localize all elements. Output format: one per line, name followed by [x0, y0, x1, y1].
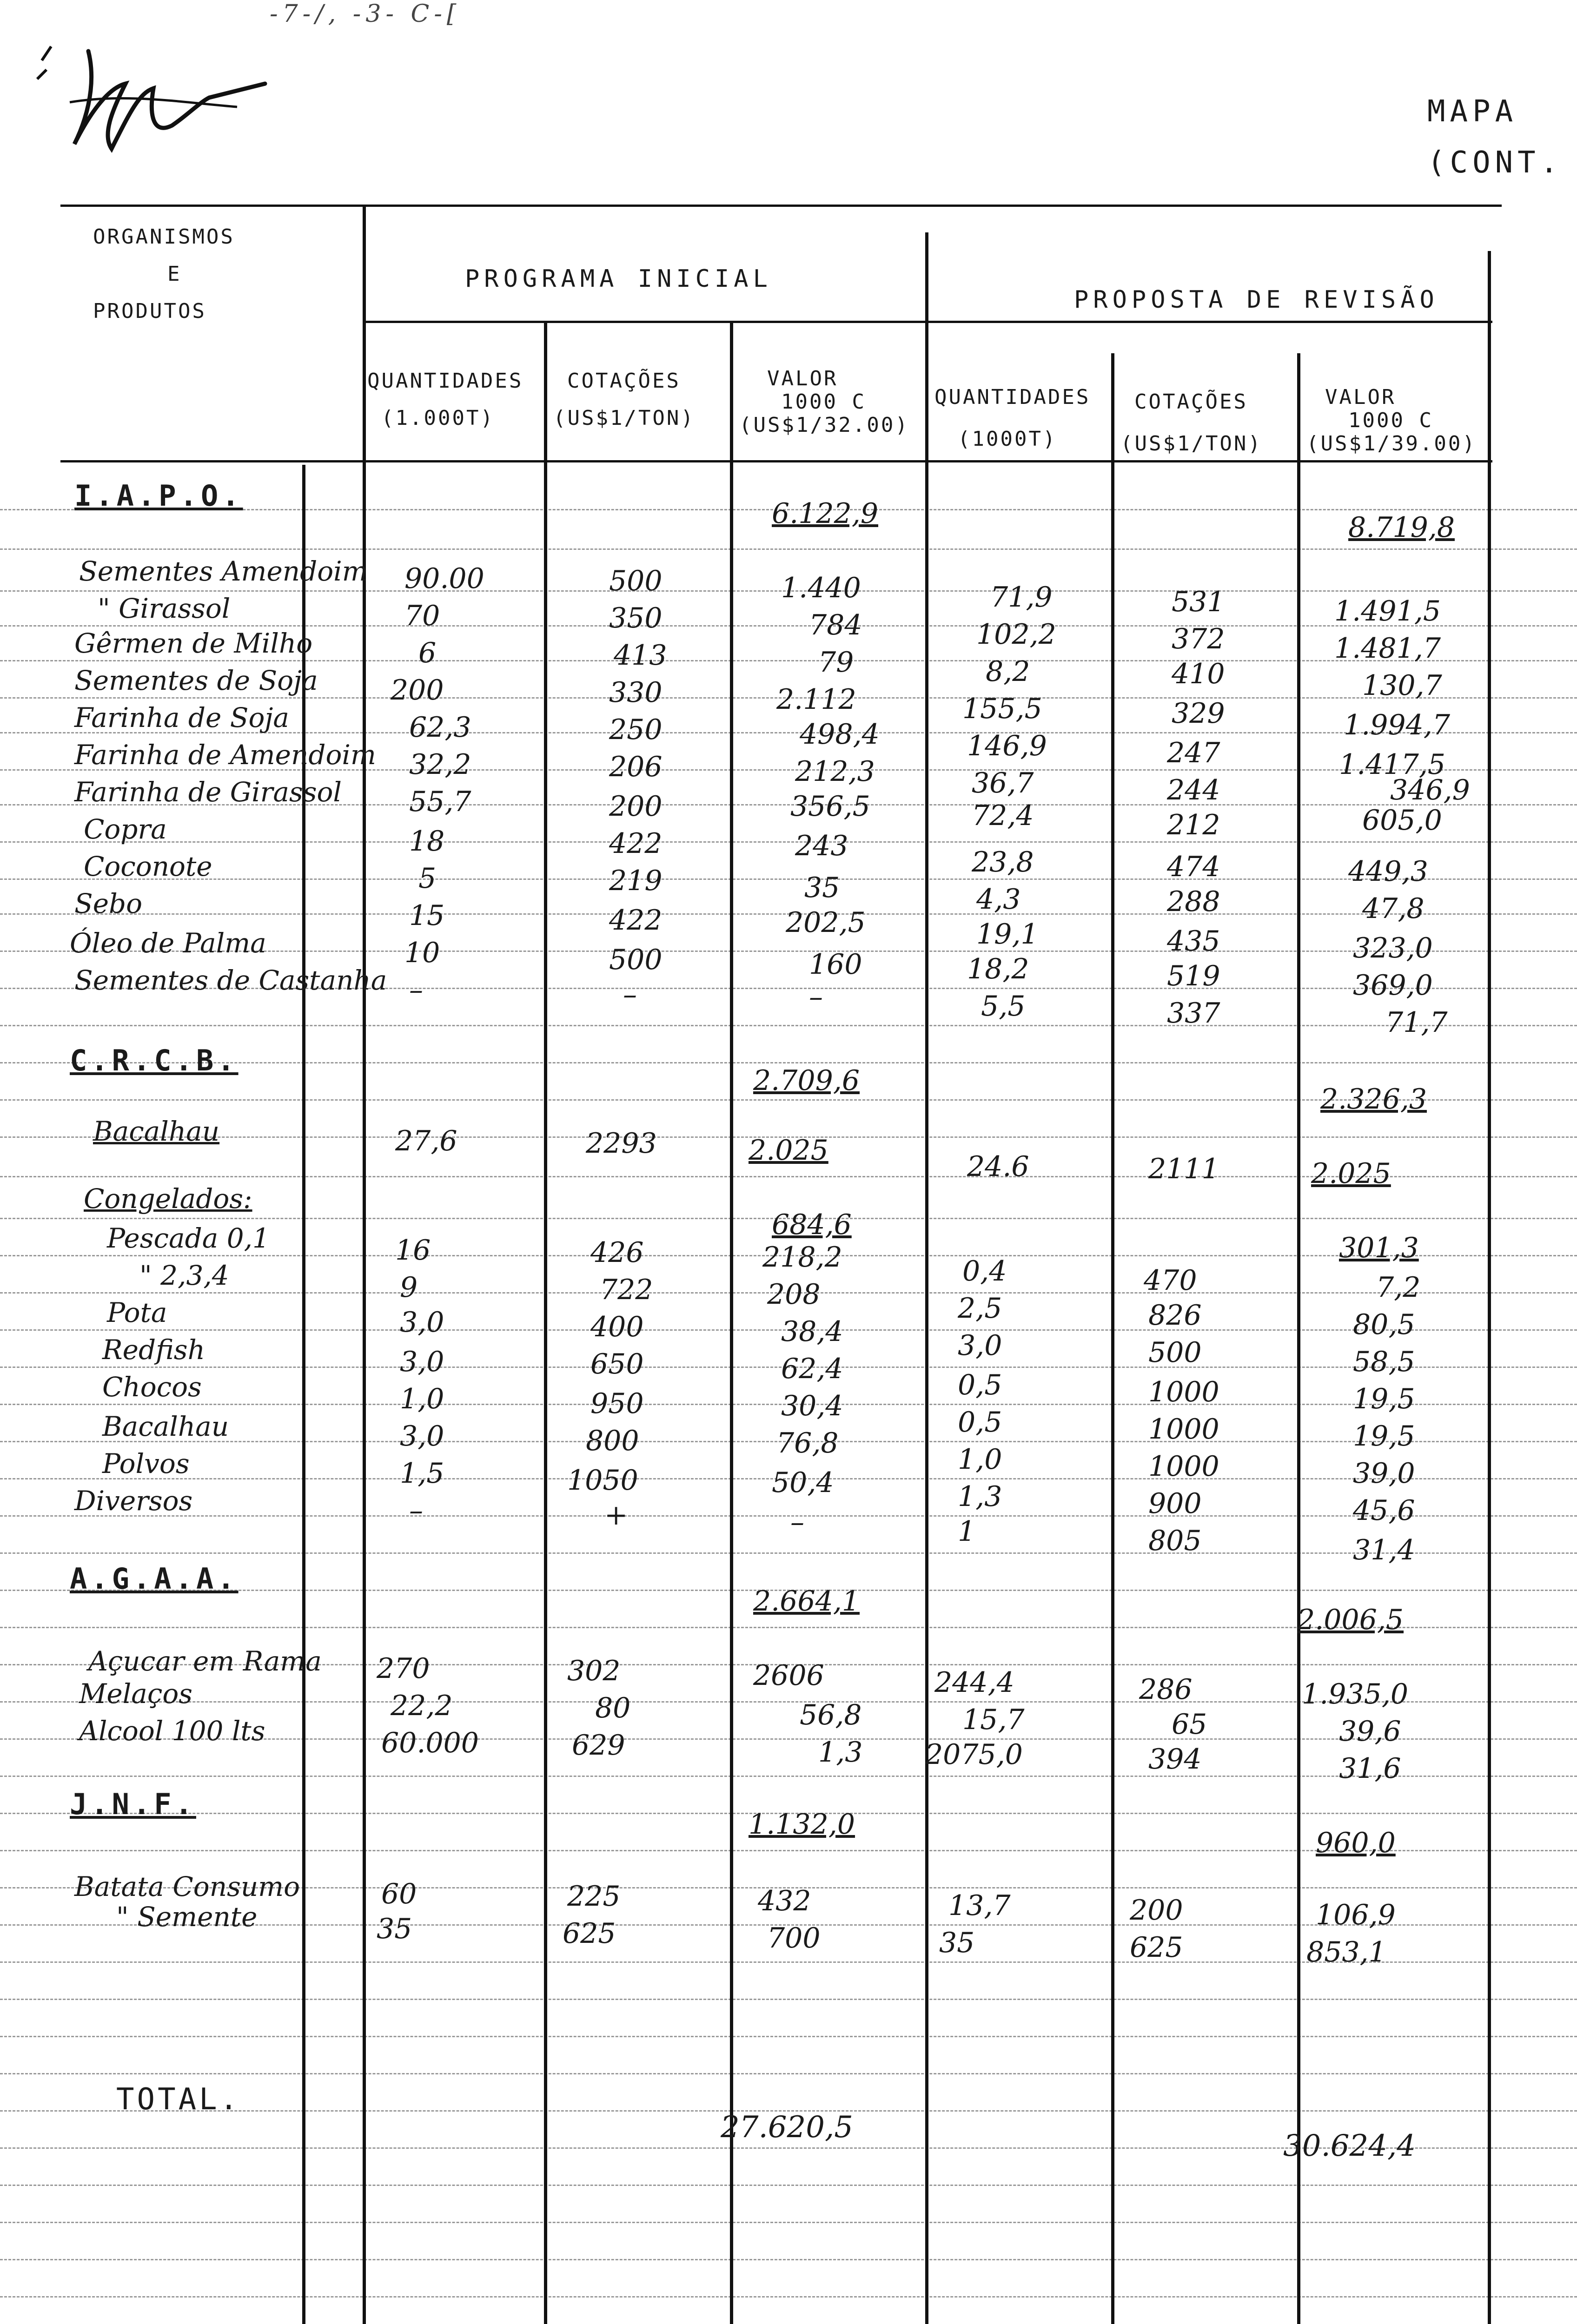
- row-rqty: 3,0: [958, 1329, 1002, 1362]
- row-label: " Semente: [116, 1901, 258, 1933]
- row-qty: –: [409, 1494, 423, 1527]
- row-rqty: 102,2: [976, 618, 1056, 651]
- total-value: 27.620,5: [721, 2110, 853, 2145]
- row-rvalue: 45,6: [1353, 1494, 1415, 1527]
- row-label: Alcool 100 lts: [79, 1715, 265, 1747]
- row-rvalue: 80,5: [1353, 1308, 1415, 1341]
- row-rqty: 13,7: [948, 1889, 1011, 1922]
- row-rvalue: 1.481,7: [1334, 632, 1441, 665]
- row-value: 50,4: [772, 1466, 834, 1499]
- row-rprice: 212: [1167, 809, 1220, 841]
- col-header-rev-qty: QUANTIDADES (1000T): [934, 385, 1091, 451]
- row-rvalue: 7,2: [1376, 1271, 1421, 1304]
- row-qty: 5: [418, 862, 437, 895]
- row-qty: 32,2: [409, 748, 471, 781]
- row-price: 950: [590, 1387, 644, 1420]
- row-price: 722: [600, 1274, 653, 1306]
- row-rprice: 288: [1167, 885, 1220, 918]
- row-rqty: 244,4: [934, 1666, 1014, 1699]
- row-qty: 27,6: [395, 1125, 457, 1157]
- row-qty: 3,0: [400, 1420, 444, 1452]
- row-price: 80: [595, 1692, 631, 1724]
- row-rvalue: 130,7: [1362, 669, 1442, 702]
- row-label: Farinha de Soja: [74, 702, 289, 733]
- row-label: Redfish: [102, 1334, 205, 1366]
- row-value: 700: [767, 1922, 821, 1954]
- row-rqty: 155,5: [962, 693, 1042, 725]
- row-rvalue: 1.935,0: [1302, 1678, 1409, 1710]
- row-price: 422: [609, 904, 663, 937]
- row-label: Sementes de Soja: [74, 665, 318, 696]
- row-rprice: 65: [1172, 1708, 1207, 1741]
- row-qty: 18: [409, 825, 445, 858]
- row-label: Sebo: [74, 888, 143, 919]
- row-label: Diversos: [74, 1485, 193, 1517]
- row-label: Pota: [107, 1297, 167, 1328]
- row-value: 2.112: [776, 683, 856, 716]
- row-rprice: 1000: [1148, 1413, 1219, 1446]
- row-value: 35: [804, 872, 840, 904]
- row-price: 225: [567, 1880, 621, 1913]
- row-price: 2293: [586, 1127, 657, 1160]
- group-header-revision: PROPOSTA DE REVISÃO: [1074, 286, 1439, 314]
- row-rvalue: 47,8: [1362, 892, 1425, 925]
- row-value: 202,5: [786, 906, 866, 939]
- section-iapo: I.A.P.O.: [74, 479, 243, 513]
- row-value: 2.025: [749, 1134, 828, 1167]
- row-rqty: 19,1: [976, 918, 1039, 951]
- row-price: 500: [609, 944, 663, 976]
- section-jnf: J.N.F.: [70, 1787, 196, 1821]
- row-label: Açucar em Rama: [88, 1645, 322, 1677]
- row-value: 498,4: [800, 718, 880, 751]
- row-value: 432: [758, 1885, 811, 1917]
- row-rprice: 200: [1130, 1894, 1183, 1927]
- section-crcb: C.R.C.B.: [70, 1043, 239, 1077]
- row-value: 356,5: [790, 790, 870, 823]
- row-value: 62,4: [781, 1353, 843, 1385]
- row-rprice: 337: [1167, 997, 1220, 1030]
- row-rvalue: 449,3: [1348, 855, 1428, 888]
- row-qty: 1,5: [400, 1457, 444, 1490]
- row-rvalue: 1.491,5: [1334, 595, 1441, 627]
- row-label: Coconote: [84, 851, 212, 882]
- row-label: Farinha de Girassol: [74, 776, 342, 808]
- row-rprice: 286: [1139, 1673, 1193, 1706]
- row-rprice: 531: [1172, 586, 1225, 618]
- row-value: 30,4: [781, 1390, 843, 1422]
- section-agaa: A.G.A.A.: [70, 1562, 239, 1596]
- row-rqty: 0,4: [962, 1255, 1007, 1287]
- row-price: 350: [609, 602, 663, 634]
- row-rprice: 410: [1172, 658, 1225, 690]
- row-rprice: 826: [1148, 1299, 1202, 1332]
- row-label: Óleo de Palma: [70, 927, 266, 959]
- row-price: 650: [590, 1348, 644, 1380]
- row-qty: 70: [404, 600, 440, 632]
- row-rvalue: 106,9: [1316, 1899, 1396, 1931]
- map-continued: (CONT.: [1427, 145, 1563, 180]
- section-agaa-value: 2.664,1: [753, 1585, 860, 1618]
- row-rqty: 23,8: [972, 846, 1034, 878]
- row-qty: 10: [404, 937, 440, 969]
- row-rvalue: 19,5: [1353, 1383, 1415, 1415]
- row-label: Batata Consumo: [74, 1871, 300, 1902]
- map-title: MAPA: [1427, 94, 1518, 129]
- row-rvalue: 369,0: [1353, 969, 1433, 1002]
- row-rprice: 900: [1148, 1487, 1202, 1520]
- row-qty: 1,0: [400, 1383, 444, 1415]
- row-rqty: 4,3: [976, 883, 1021, 916]
- row-price: –: [623, 978, 637, 1011]
- row-rqty: 2,5: [958, 1292, 1002, 1325]
- row-rprice: 805: [1148, 1525, 1202, 1557]
- row-qty: 55,7: [409, 786, 471, 818]
- row-price: 629: [572, 1729, 625, 1762]
- row-value: 243: [795, 830, 848, 862]
- row-qty: 200: [391, 674, 444, 706]
- row-rprice: 474: [1167, 851, 1220, 883]
- row-price: +: [604, 1499, 628, 1532]
- row-qty: 35: [377, 1913, 412, 1945]
- row-rvalue: 58,5: [1353, 1346, 1415, 1378]
- section-crcb-value: 2.709,6: [753, 1064, 860, 1097]
- row-rprice: 244: [1167, 774, 1220, 806]
- row-rprice: 247: [1167, 737, 1220, 769]
- row-value: 212,3: [795, 755, 875, 788]
- row-qty: 60.000: [381, 1727, 479, 1759]
- row-rqty: 0,5: [958, 1406, 1002, 1439]
- row-price: 330: [609, 676, 663, 709]
- section-jnf-value: 1.132,0: [749, 1808, 855, 1841]
- row-value: 208: [767, 1278, 821, 1311]
- row-value: 76,8: [776, 1427, 839, 1459]
- row-rprice: 500: [1148, 1336, 1202, 1369]
- row-qty: 6: [418, 637, 437, 669]
- col-header-organisms: ORGANISMOS E PRODUTOS: [93, 225, 235, 323]
- row-label: Sementes Amendoim: [79, 555, 368, 587]
- row-rvalue: 39,6: [1339, 1715, 1401, 1748]
- row-rvalue: 19,5: [1353, 1420, 1415, 1452]
- row-price: 219: [609, 865, 663, 897]
- row-price: 302: [567, 1655, 621, 1687]
- row-rqty: 18,2: [967, 953, 1029, 985]
- row-rqty: 2075,0: [925, 1738, 1023, 1771]
- row-rvalue: 71,7: [1385, 1006, 1448, 1039]
- row-rvalue: 1.994,7: [1344, 709, 1451, 741]
- row-qty: 60: [381, 1878, 417, 1910]
- map-title-block: [1427, 86, 1563, 188]
- row-rvalue: 31,4: [1353, 1534, 1415, 1566]
- col-header-rev-price: COTAÇÕES (US$1/TON): [1120, 390, 1262, 456]
- row-qty: 9: [400, 1271, 418, 1304]
- row-label: Sementes de Castanha: [74, 964, 387, 996]
- row-qty: 15: [409, 899, 445, 932]
- row-price: 250: [609, 713, 663, 746]
- handwritten-signature: [33, 33, 274, 172]
- row-qty: 3,0: [400, 1306, 444, 1339]
- row-value: 1,3: [818, 1736, 863, 1769]
- row-rqty: 15,7: [962, 1703, 1025, 1736]
- row-rqty: 146,9: [967, 730, 1047, 762]
- section-agaa-rvalue: 2.006,5: [1297, 1604, 1404, 1636]
- row-value: –: [790, 1506, 804, 1538]
- row-qty: 22,2: [391, 1690, 453, 1722]
- row-price: 500: [609, 565, 663, 597]
- row-price: 422: [609, 827, 663, 860]
- row-rvalue: 2.025: [1311, 1157, 1391, 1190]
- row-rqty: 36,7: [972, 767, 1034, 799]
- row-rprice: 394: [1148, 1743, 1202, 1776]
- row-rqty: 24.6: [967, 1150, 1029, 1183]
- top-fragment: -7-/, -3- C-[: [270, 0, 461, 28]
- section-jnf-rvalue: 960,0: [1316, 1827, 1396, 1859]
- row-rprice: 2111: [1148, 1153, 1219, 1185]
- row-rqty: 35: [939, 1927, 975, 1959]
- row-price: 206: [609, 751, 663, 783]
- row-rqty: 5,5: [981, 990, 1026, 1023]
- row-qty: –: [409, 974, 423, 1006]
- row-value: 38,4: [781, 1315, 843, 1348]
- group-header-initial: PROGRAMA INICIAL: [465, 265, 772, 293]
- frozen-rvalue: 301,3: [1339, 1232, 1419, 1264]
- row-price: 200: [609, 790, 663, 823]
- row-rqty: 71,9: [990, 581, 1053, 614]
- row-value: 56,8: [800, 1699, 862, 1731]
- row-value: –: [809, 981, 823, 1013]
- row-value: 79: [818, 646, 854, 679]
- row-rprice: 372: [1172, 623, 1225, 655]
- total-label: TOTAL.: [116, 2082, 241, 2117]
- row-price: 1050: [567, 1464, 638, 1497]
- row-qty: 90.00: [404, 562, 484, 595]
- row-label: Copra: [84, 813, 167, 845]
- row-label: Farinha de Amendoim: [74, 739, 376, 771]
- row-label: Bacalhau: [102, 1411, 229, 1442]
- row-rvalue: 1.417,5: [1339, 748, 1446, 781]
- row-rvalue: 323,0: [1353, 932, 1433, 964]
- row-label: Pescada 0,1: [107, 1222, 270, 1254]
- row-value: 2606: [753, 1659, 824, 1692]
- frozen-label: Congelados:: [84, 1183, 252, 1215]
- row-rprice: 470: [1144, 1264, 1197, 1297]
- section-iapo-value: 6.122,9: [772, 497, 879, 530]
- row-rprice: 519: [1167, 960, 1220, 992]
- col-header-value: VALOR 1000 C (US$1/32.00): [739, 367, 909, 437]
- row-qty: 3,0: [400, 1346, 444, 1378]
- row-rprice: 1000: [1148, 1450, 1219, 1483]
- row-rqty: 72,4: [972, 799, 1034, 832]
- row-rprice: 329: [1172, 697, 1225, 730]
- row-label: " 2,3,4: [139, 1260, 229, 1291]
- col-header-rev-value: VALOR 1000 C (US$1/39.00): [1306, 385, 1477, 456]
- row-label: Bacalhau: [93, 1116, 220, 1147]
- row-rvalue: 346,9: [1390, 774, 1470, 806]
- row-label: Chocos: [102, 1371, 202, 1403]
- row-rqty: 0,5: [958, 1369, 1002, 1401]
- row-qty: 16: [395, 1234, 431, 1267]
- row-rvalue: 853,1: [1306, 1936, 1386, 1968]
- row-rprice: 435: [1167, 925, 1220, 957]
- row-value: 218,2: [762, 1241, 842, 1274]
- row-price: 800: [586, 1425, 639, 1457]
- row-label: " Girassol: [98, 593, 231, 624]
- row-rqty: 1,3: [958, 1480, 1002, 1513]
- row-qty: 270: [377, 1652, 430, 1685]
- row-qty: 62,3: [409, 711, 471, 744]
- col-header-price: COTAÇÕES (US$1/TON): [553, 369, 695, 430]
- row-rvalue: 605,0: [1362, 804, 1442, 837]
- row-price: 413: [614, 639, 667, 672]
- row-label: Melaços: [79, 1678, 193, 1710]
- row-value: 1.440: [781, 572, 861, 604]
- section-crcb-rvalue: 2.326,3: [1320, 1083, 1427, 1116]
- row-label: Gêrmen de Milho: [74, 627, 313, 659]
- row-price: 400: [590, 1311, 644, 1343]
- row-label: Polvos: [102, 1448, 190, 1479]
- frozen-value: 684,6: [772, 1208, 852, 1241]
- row-rprice: 625: [1130, 1931, 1183, 1964]
- row-rqty: 8,2: [986, 655, 1030, 688]
- col-header-qty: QUANTIDADES (1.000T): [367, 369, 523, 430]
- row-rvalue: 39,0: [1353, 1457, 1415, 1490]
- row-value: 784: [809, 609, 862, 641]
- row-price: 426: [590, 1236, 644, 1269]
- row-value: 160: [809, 948, 862, 981]
- total-rvalue: 30.624,4: [1283, 2129, 1416, 2163]
- row-rqty: 1,0: [958, 1443, 1002, 1476]
- section-iapo-rvalue: 8.719,8: [1348, 511, 1455, 544]
- row-rprice: 1000: [1148, 1376, 1219, 1408]
- row-rqty: 1: [958, 1515, 976, 1548]
- row-rvalue: 31,6: [1339, 1752, 1401, 1785]
- row-price: 625: [563, 1917, 616, 1950]
